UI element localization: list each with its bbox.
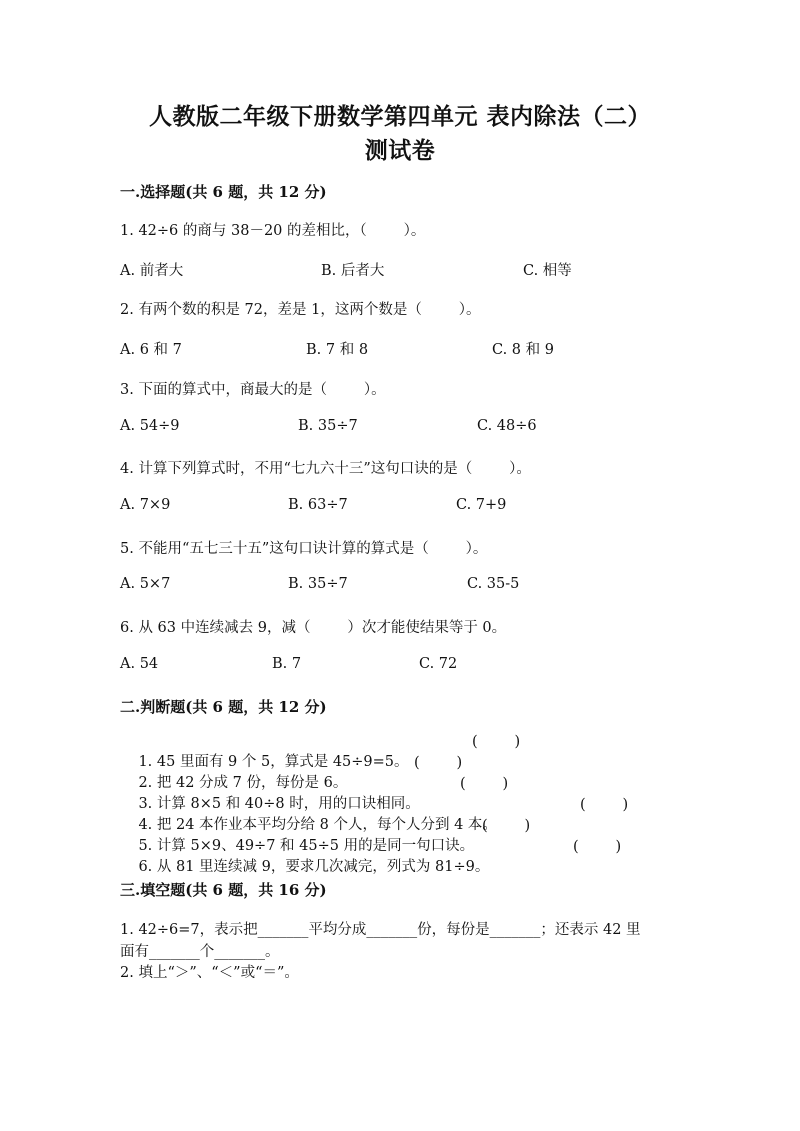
choice-1-option-a[interactable]: A. 前者大 <box>120 263 184 279</box>
fill-question-1-line-2: 面有_______个_______。 <box>120 944 280 960</box>
judge-3-answer-blank[interactable]: ( ) <box>460 776 509 792</box>
choice-question-1: 1. 42÷6 的商与 38－20 的差相比，（ ）。 <box>120 223 426 239</box>
judge-2-answer-blank[interactable]: ( ) <box>414 755 463 771</box>
choice-6-option-a[interactable]: A. 54 <box>120 656 159 672</box>
choice-6-option-c[interactable]: C. 72 <box>419 656 458 672</box>
choice-question-3: 3. 下面的算式中，商最大的是（ ）。 <box>120 382 386 398</box>
judge-question-3 <box>120 776 420 812</box>
judge-4-answer-blank[interactable]: ( ) <box>580 797 629 813</box>
choice-6-option-b[interactable]: B. 7 <box>272 656 302 672</box>
judge-5-answer-blank[interactable]: ( ) <box>482 818 531 834</box>
judge-6-text: 6. 从 81 里连续减 9，要求几次减完，列式为 81÷9。 <box>138 859 490 875</box>
judge-2-text: 2. 把 42 分成 7 份，每份是 6。 <box>138 775 348 791</box>
judge-question-5 <box>120 818 475 854</box>
section-heading-judge: 二.判断题(共 6 题，共 12 分) <box>120 698 327 716</box>
judge-6-answer-blank[interactable]: ( ) <box>573 839 622 855</box>
choice-5-option-c[interactable]: C. 35-5 <box>467 576 520 592</box>
fill-question-2: 2. 填上“＞”、“＜”或“＝”。 <box>120 965 299 981</box>
section-heading-choice: 一.选择题(共 6 题，共 12 分) <box>120 183 327 201</box>
fill-question-1-line-1: 1. 42÷6=7，表示把_______平均分成_______份，每份是_______；还表示 42 里 <box>120 922 641 938</box>
choice-5-option-b[interactable]: B. 35÷7 <box>288 576 348 592</box>
choice-question-2: 2. 有两个数的积是 72，差是 1，这两个数是（ ）。 <box>120 302 481 318</box>
judge-question-1 <box>120 734 409 770</box>
judge-3-text: 3. 计算 8×5 和 40÷8 时，用的口诀相同。 <box>138 796 420 812</box>
choice-3-option-c[interactable]: C. 48÷6 <box>477 418 537 434</box>
choice-4-option-b[interactable]: B. 63÷7 <box>288 497 348 513</box>
judge-question-6 <box>120 839 490 875</box>
choice-1-option-b[interactable]: B. 后者大 <box>321 263 385 279</box>
judge-5-text: 5. 计算 5×9、49÷7 和 45÷5 用的是同一句口诀。 <box>138 838 475 854</box>
choice-question-5: 5. 不能用“五七三十五”这句口诀计算的算式是（ ）。 <box>120 541 488 557</box>
choice-5-option-a[interactable]: A. 5×7 <box>120 576 171 592</box>
choice-3-option-a[interactable]: A. 54÷9 <box>120 418 180 434</box>
choice-4-option-a[interactable]: A. 7×9 <box>120 497 171 513</box>
choice-1-option-c[interactable]: C. 相等 <box>523 263 572 279</box>
choice-question-4: 4. 计算下列算式时，不用“七九六十三”这句口诀的是（ ）。 <box>120 461 531 477</box>
page-subtitle: 测试卷 <box>364 137 436 164</box>
choice-2-option-b[interactable]: B. 7 和 8 <box>306 342 369 358</box>
choice-question-6: 6. 从 63 中连续减去 9，减（ ）次才能使结果等于 0。 <box>120 620 507 636</box>
judge-1-text: 1. 45 里面有 9 个 5，算式是 45÷9=5。 <box>138 754 409 770</box>
section-heading-fill: 三.填空题(共 6 题，共 16 分) <box>120 881 327 899</box>
judge-question-2 <box>120 755 348 791</box>
judge-4-text: 4. 把 24 本作业本平均分给 8 个人，每个人分到 4 本。 <box>138 817 497 833</box>
choice-3-option-b[interactable]: B. 35÷7 <box>298 418 358 434</box>
judge-1-answer-blank[interactable]: ( ) <box>472 734 521 750</box>
choice-2-option-c[interactable]: C. 8 和 9 <box>492 342 554 358</box>
choice-4-option-c[interactable]: C. 7+9 <box>456 497 507 513</box>
choice-2-option-a[interactable]: A. 6 和 7 <box>120 342 182 358</box>
judge-question-4 <box>120 797 497 833</box>
page-title: 人教版二年级下册数学第四单元 表内除法（二） <box>148 103 651 130</box>
